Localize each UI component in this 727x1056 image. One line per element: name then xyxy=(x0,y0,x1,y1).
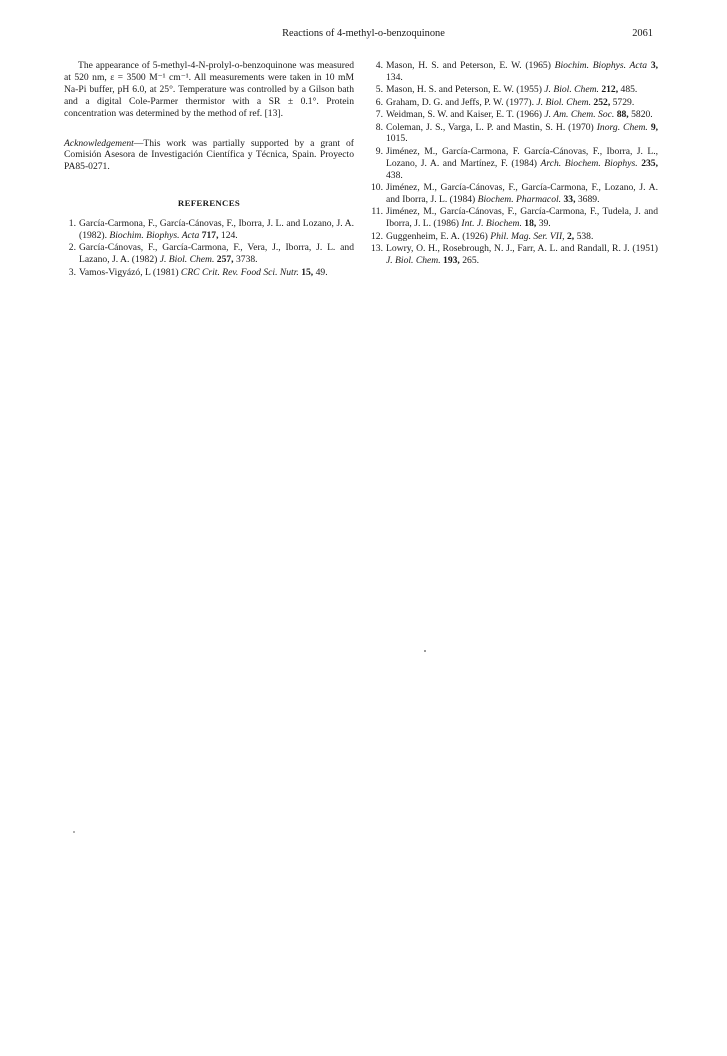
reference-authors: Jiménez, M., García-Cánovas, F., García-Carmona, F., Tudela, J. and Iborra, J. L. (1986) xyxy=(386,206,658,230)
running-title: Reactions of 4-methyl-o-benzoquinone xyxy=(282,28,445,39)
reference-volume: 717, xyxy=(201,230,219,242)
reference-item xyxy=(369,97,658,109)
reference-authors: Weidman, S. W. and Kaiser, E. T. (1966) xyxy=(386,109,542,121)
reference-journal: Biochim. Biophys. Acta xyxy=(554,60,648,71)
reference-item xyxy=(369,122,658,146)
reference-journal: CRC Crit. Rev. Food Sci. Nutr. xyxy=(180,266,299,278)
reference-number: 10. xyxy=(371,182,383,194)
reference-pages: 538. xyxy=(576,230,594,242)
reference-number: 4. xyxy=(375,60,383,71)
reference-authors: Mason, H. S. and Peterson, E. W. (1965) xyxy=(386,60,551,71)
reference-volume: 15, xyxy=(301,266,314,278)
reference-pages: 1015. xyxy=(386,133,408,145)
reference-journal: J. Biol. Chem. xyxy=(536,96,592,108)
page-number: 2061 xyxy=(632,28,653,39)
reference-authors: García-Cánovas, F., García-Carmona, F., Vera, J., Iborra, J. L. and Lazano, J. A. (1982) xyxy=(79,242,354,266)
reference-volume: 3, xyxy=(650,60,659,71)
reference-authors: Vamos-Vigyázó, L (1981) xyxy=(79,266,179,278)
reference-authors: García-Carmona, F., García-Cánovas, F., Iborra, J. L. and Lozano, J. A. (1982). xyxy=(79,218,354,242)
references-heading: REFERENCES xyxy=(177,198,241,209)
reference-journal: J. Biol. Chem. xyxy=(159,254,215,266)
reference-pages: 3738. xyxy=(235,254,258,266)
reference-volume: 9, xyxy=(650,121,659,133)
acknowledgement-text: —This work was partially supported by a grant of Comisión Asesora de Investigación Científica y Técnica, Spain. Proyecto PA85-0271. xyxy=(64,137,354,173)
reference-item xyxy=(369,182,658,206)
reference-number: 12. xyxy=(371,230,383,242)
reference-item xyxy=(369,243,658,267)
reference-number: 9. xyxy=(375,145,383,157)
reference-volume: 235, xyxy=(641,157,658,169)
acknowledgement-label: Acknowledgement xyxy=(64,137,134,149)
reference-pages: 265. xyxy=(462,255,480,266)
reference-journal: Int. J. Biochem. xyxy=(461,218,522,230)
methods-paragraph: The appearance of 5-methyl-4-N-prolyl-o-benzoquinone was measured at 520 nm, ε = 3500 M⁻¹ cm⁻¹. All measurements were taken in 10 mM Na-Pi buffer, pH 6.0, at 25°. Temperature was controlled by a Gilson bath and a digital Cole-Parmer thermistor with a SR ± 0.1°. Protein concentration was determined by the method of ref. [13]. xyxy=(64,60,354,119)
reference-authors: Graham, D. G. and Jeffs, P. W. (1977). xyxy=(386,96,534,108)
reference-journal: Biochem. Pharmacol. xyxy=(477,193,562,205)
reference-item xyxy=(369,146,658,182)
reference-volume: 33, xyxy=(563,193,576,205)
reference-number: 3. xyxy=(68,266,76,278)
reference-pages: 5820. xyxy=(631,109,653,121)
reference-journal: J. Biol. Chem. xyxy=(544,84,599,96)
reference-volume: 212, xyxy=(601,84,619,96)
reference-journal: J. Am. Chem. Soc. xyxy=(544,109,615,121)
reference-pages: 124. xyxy=(220,230,238,242)
reference-authors: Jiménez, M., García-Carmona, F. García-Cánovas, F., Iborra, J. L., Lozano, J. A. and Martínez, F. (1984) xyxy=(386,145,658,169)
reference-number: 1. xyxy=(68,218,76,230)
reference-authors: Coleman, J. S., Varga, L. P. and Mastin, S. H. (1970) xyxy=(386,121,594,133)
acknowledgement xyxy=(64,138,354,174)
reference-volume: 193, xyxy=(443,255,460,266)
reference-journal: Inorg. Chem. xyxy=(596,121,648,133)
reference-item xyxy=(64,242,354,266)
reference-pages: 5729. xyxy=(612,96,635,108)
reference-volume: 18, xyxy=(524,218,537,230)
reference-journal: Arch. Biochem. Biophys. xyxy=(540,157,638,169)
reference-number: 5. xyxy=(375,84,383,96)
reference-item xyxy=(369,206,658,230)
reference-item xyxy=(369,109,658,121)
reference-number: 8. xyxy=(375,121,383,133)
reference-pages: 438. xyxy=(386,169,403,181)
reference-volume: 252, xyxy=(593,96,611,108)
reference-list-right xyxy=(369,60,658,267)
scan-speck xyxy=(73,831,75,833)
reference-item xyxy=(64,267,354,279)
page-header xyxy=(0,28,727,42)
reference-volume: 2, xyxy=(566,230,575,242)
reference-number: 11. xyxy=(371,206,383,218)
reference-authors: Lowry, O. H., Rosebrough, N. J., Farr, A. L. and Randall, R. J. (1951) xyxy=(386,243,658,255)
reference-volume: 88, xyxy=(616,109,629,121)
reference-item xyxy=(369,60,658,84)
scan-speck xyxy=(424,650,426,652)
reference-volume: 257, xyxy=(216,254,234,266)
reference-pages: 134. xyxy=(386,71,403,83)
reference-number: 2. xyxy=(68,242,76,254)
reference-number: 7. xyxy=(375,109,383,121)
reference-pages: 49. xyxy=(315,266,328,278)
reference-authors: Jiménez, M., García-Cánovas, F., García-Carmona, F., Lozano, J. A. and Iborra, J. L. (1984) xyxy=(386,182,658,205)
right-column xyxy=(369,60,658,267)
reference-list-left xyxy=(64,218,354,279)
reference-pages: 485. xyxy=(620,84,638,96)
reference-pages: 3689. xyxy=(577,193,600,205)
reference-authors: Mason, H. S. and Peterson, E. W. (1955) xyxy=(386,84,542,96)
reference-item xyxy=(369,84,658,96)
left-column xyxy=(64,60,354,279)
reference-item xyxy=(369,231,658,243)
reference-journal: Phil. Mag. Ser. VII, xyxy=(490,230,565,242)
reference-journal: Biochim. Biophys. Acta xyxy=(109,230,200,242)
reference-item xyxy=(64,218,354,242)
reference-number: 6. xyxy=(375,96,383,108)
reference-number: 13. xyxy=(371,243,383,255)
reference-authors: Guggenheim, E. A. (1926) xyxy=(386,230,488,242)
reference-pages: 39. xyxy=(538,218,551,230)
reference-journal: J. Biol. Chem. xyxy=(386,255,441,266)
